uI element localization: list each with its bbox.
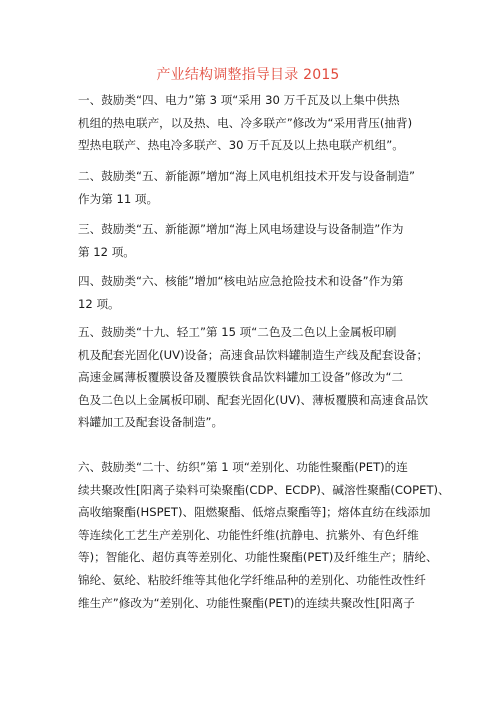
text-line: 等连续化工艺生产差别化、功能性纤维(抗静电、抗紫外、有色纤维 xyxy=(78,527,419,542)
document-title: 产业结构调整指导目录 2015 xyxy=(156,67,340,83)
text-line: 色及二色以上金属板印刷、配套光固化(UV)、薄板覆膜和高速食品饮 xyxy=(78,392,429,407)
text-line: 续共聚改性[阳离子染料可染聚酯(CDP、ECDP)、碱溶性聚酯(COPET)、 xyxy=(78,482,450,497)
text-line: 六、鼓励类“二十、纺织”第 1 项“差别化、功能性聚酯(PET)的连 xyxy=(78,460,408,474)
text-line: 高收缩聚酯(HSPET)、阻燃聚酯、低熔点聚酯等]；熔体直纺在线添加 xyxy=(78,505,431,520)
text-line: 型热电联产、热电冷多联产、30 万千瓦及以上热电联产机组”。 xyxy=(78,138,404,153)
text-line: 五、鼓励类“十九、轻工”第 15 项“二色及二色以上金属板印刷 xyxy=(78,325,397,339)
text-line: 一、鼓励类“四、电力”第 3 项“采用 30 万千瓦及以上集中供热 xyxy=(78,93,400,107)
text-line: 12 项。 xyxy=(78,296,120,311)
catalog-item-1 xyxy=(78,89,424,157)
text-line: 料罐加工及配套设备制造”。 xyxy=(78,415,224,430)
catalog-item-6 xyxy=(78,456,450,614)
text-line: 机及配套光固化(UV)设备；高速食品饮料罐制造生产线及配套设备； xyxy=(78,347,429,362)
catalog-item-2 xyxy=(78,165,424,210)
text-line: 二、鼓励类“五、新能源”增加“海上风电机组技术开发与设备制造” xyxy=(78,169,416,183)
catalog-item-3 xyxy=(78,218,424,263)
text-line: 作为第 11 项。 xyxy=(78,191,159,206)
text-line: 维生产”修改为“差别化、功能性聚酯(PET)的连续共聚改性[阳离子 xyxy=(78,595,415,610)
text-line: 三、鼓励类“五、新能源”增加“海上风电场建设与设备制造”作为 xyxy=(78,222,404,236)
catalog-item-5 xyxy=(78,321,429,434)
text-line: 四、鼓励类“六、核能”增加“核电站应急抢险技术和设备”作为第 xyxy=(78,274,404,288)
text-line: 锦纶、氨纶、粘胶纤维等其他化学纤维品种的差别化、功能性改性纤 xyxy=(78,572,426,587)
text-line: 第 12 项。 xyxy=(78,244,135,259)
text-line: 机组的热电联产，以及热、电、冷多联产”修改为“采用背压(抽背) xyxy=(78,115,413,130)
catalog-item-4 xyxy=(78,270,424,315)
text-line: 等)；智能化、超仿真等差别化、功能性聚酯(PET)及纤维生产；腈纶、 xyxy=(78,550,438,565)
text-line: 高速金属薄板覆膜设备及覆膜铁食品饮料罐加工设备”修改为“二 xyxy=(78,370,404,385)
